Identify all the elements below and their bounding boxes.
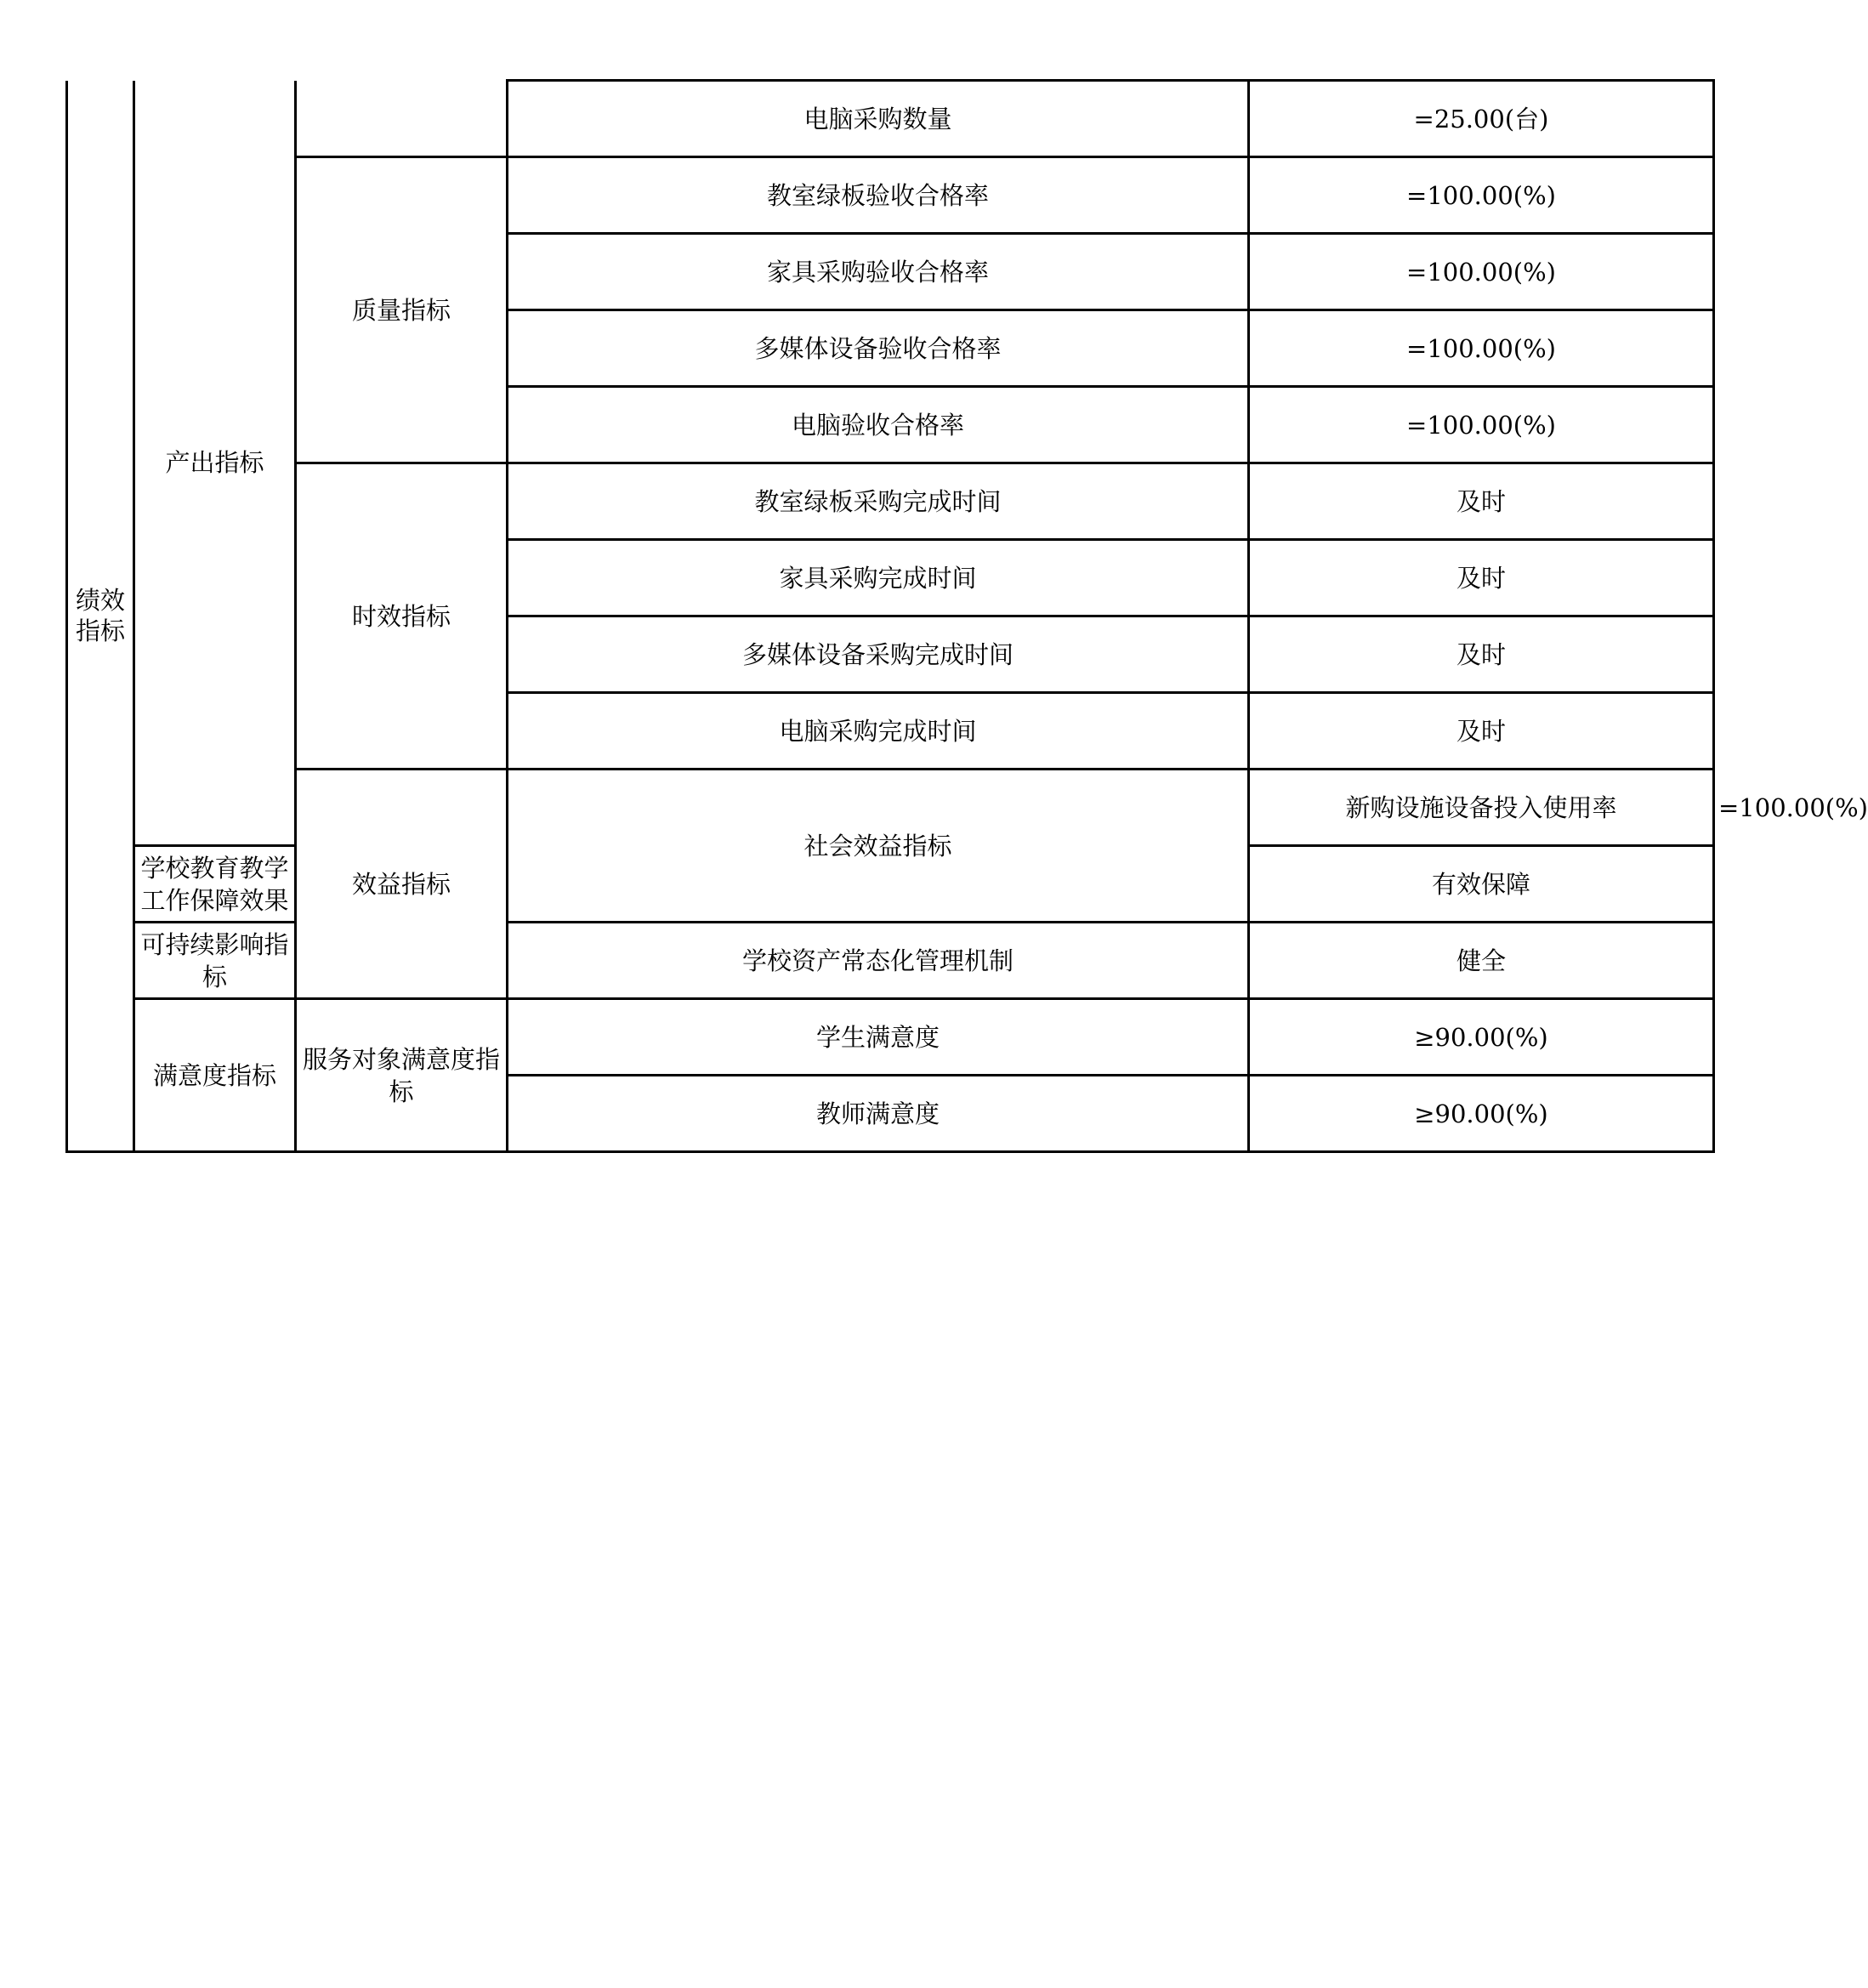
indicator-cell: [508, 540, 1249, 616]
value-cell: [1249, 1076, 1714, 1152]
level3-social-label: 社会效益指标: [803, 831, 952, 861]
indicator-label: 教师满意度: [815, 1099, 940, 1128]
value-cell: [1249, 81, 1714, 157]
indicator-cell: [508, 157, 1249, 234]
value-cell: [1249, 923, 1714, 999]
indicator-value: 及时: [1456, 486, 1506, 516]
level1-cell: [67, 81, 134, 1152]
level2-satisfaction-label: 满意度指标: [152, 1060, 276, 1090]
indicator-value: =100.00(%): [1406, 180, 1556, 210]
level1-label: 绩效指标: [75, 585, 125, 645]
indicator-cell: [508, 923, 1249, 999]
value-cell: [1249, 616, 1714, 693]
indicator-label: 电脑采购数量: [803, 104, 952, 133]
indicator-value: 有效保障: [1431, 869, 1530, 899]
indicator-cell: [508, 1076, 1249, 1152]
level3-sustainable-label: 可持续影响指标: [140, 929, 289, 991]
indicator-label: 电脑验收合格率: [791, 410, 964, 440]
indicator-cell: [508, 81, 1249, 157]
level3-social-cell: [508, 770, 1249, 923]
value-cell: [1249, 693, 1714, 770]
indicator-cell: [508, 387, 1249, 463]
level3-service-cell: [296, 999, 508, 1152]
indicator-cell: [508, 463, 1249, 540]
indicator-label: 家具采购验收合格率: [766, 257, 989, 287]
table-row: [67, 81, 1714, 157]
value-cell: [1249, 387, 1714, 463]
indicator-value: =25.00(台): [1413, 104, 1549, 133]
value-cell: [1249, 234, 1714, 310]
indicator-value: 及时: [1456, 563, 1506, 593]
level2-output-cell: [134, 81, 296, 846]
table-row: [67, 463, 1714, 540]
level3-quantity-cell: [296, 81, 508, 157]
indicator-cell: [508, 693, 1249, 770]
indicator-label: 多媒体设备验收合格率: [754, 333, 1002, 363]
indicator-value: =100.00(%): [1718, 792, 1868, 822]
value-cell: [1249, 463, 1714, 540]
level3-sustainable-cell: [134, 923, 296, 999]
indicator-value: 及时: [1456, 716, 1506, 746]
indicator-value: ≥90.00(%): [1414, 1099, 1548, 1128]
indicator-label: 电脑采购完成时间: [779, 716, 977, 746]
value-cell: [1249, 540, 1714, 616]
indicator-label: 学校教育教学工作保障效果: [140, 853, 289, 915]
indicator-cell: [508, 234, 1249, 310]
indicator-cell: [508, 310, 1249, 387]
level3-quality-cell: [296, 157, 508, 463]
table-row: [67, 999, 1714, 1076]
value-cell: [1249, 846, 1714, 923]
indicator-value: =100.00(%): [1406, 410, 1556, 440]
table-row: [67, 770, 1714, 846]
value-cell: [1249, 157, 1714, 234]
indicator-cell: [134, 846, 296, 923]
level3-service-label: 服务对象满意度指标: [302, 1044, 500, 1106]
level2-output-label: 产出指标: [165, 447, 264, 477]
indicator-value: =100.00(%): [1406, 333, 1556, 363]
indicator-cell: [1249, 770, 1714, 846]
indicator-cell: [508, 616, 1249, 693]
indicator-value: ≥90.00(%): [1414, 1022, 1548, 1052]
indicator-value: 及时: [1456, 639, 1506, 669]
performance-indicator-table: [65, 79, 1868, 1153]
indicator-value: =100.00(%): [1406, 257, 1556, 287]
indicator-label: 教室绿板验收合格率: [766, 180, 989, 210]
level3-quality-label: 质量指标: [351, 295, 451, 325]
value-cell: [1249, 999, 1714, 1076]
indicator-label: 多媒体设备采购完成时间: [741, 639, 1013, 669]
indicator-value: 健全: [1456, 946, 1506, 975]
table-row: [67, 157, 1714, 234]
level3-timeliness-label: 时效指标: [351, 601, 451, 631]
value-cell: [1249, 310, 1714, 387]
indicator-label: 新购设施设备投入使用率: [1345, 792, 1617, 822]
level2-benefit-label: 效益指标: [351, 869, 451, 899]
indicator-label: 教室绿板采购完成时间: [754, 486, 1002, 516]
level2-benefit-cell: [296, 770, 508, 999]
indicator-label: 学生满意度: [815, 1022, 940, 1052]
indicator-cell: [508, 999, 1249, 1076]
level2-satisfaction-cell: [134, 999, 296, 1152]
level3-timeliness-cell: [296, 463, 508, 770]
indicator-label: 家具采购完成时间: [779, 563, 977, 593]
indicator-label: 学校资产常态化管理机制: [741, 946, 1013, 975]
